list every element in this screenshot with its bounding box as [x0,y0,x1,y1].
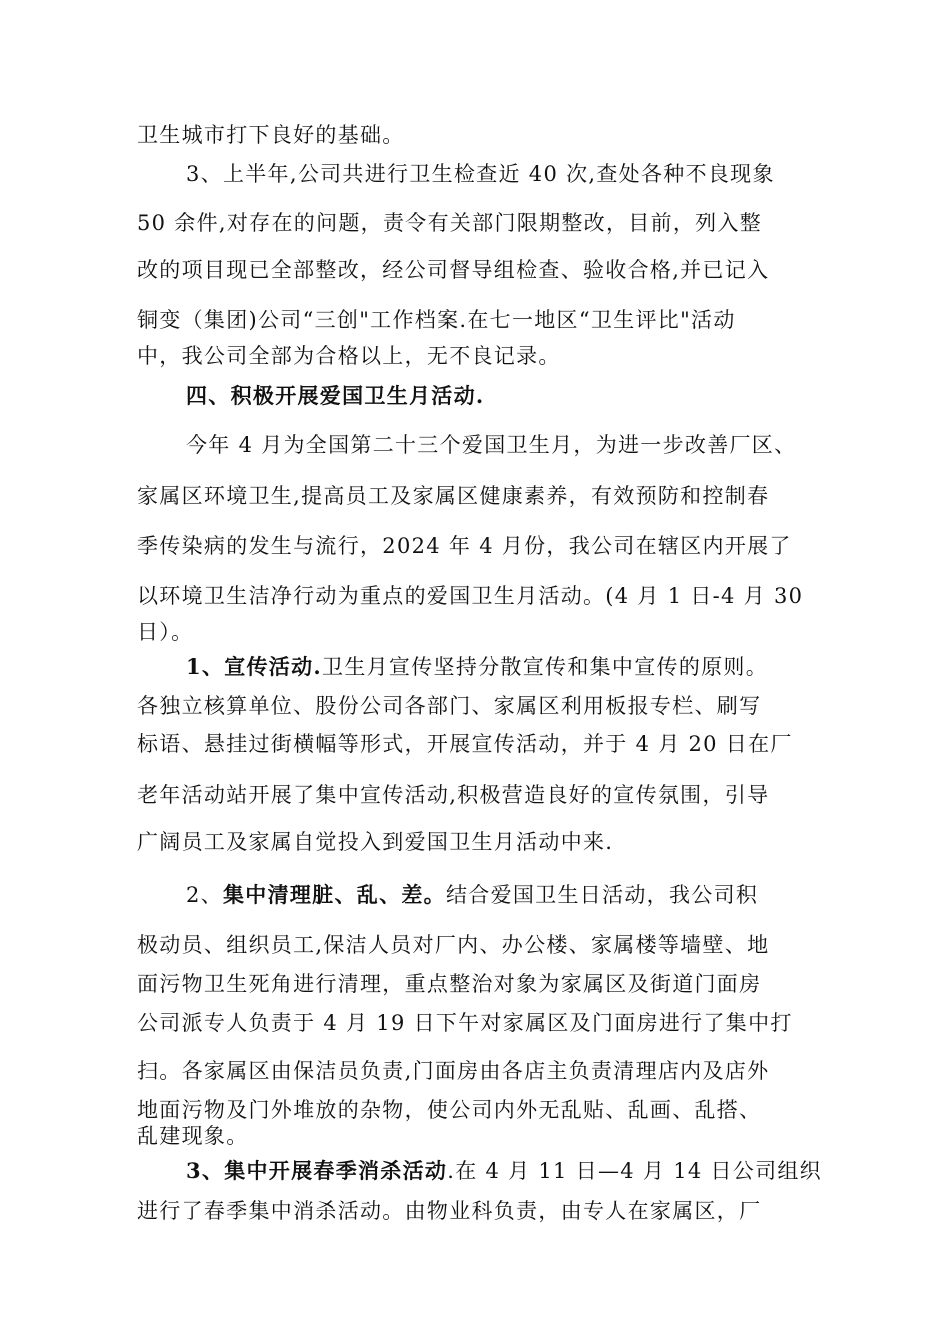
subheading-cleanup: 集中清理脏、乱、差。 [222,882,446,907]
subheading-publicity: 1、宣传活动. [186,654,323,679]
list-number: 2、 [186,883,223,907]
text-line: 家属区环境卫生,提高员工及家属区健康素养，有效预防和控制春 [137,484,770,508]
text-line: 铜变（集团)公司“三创"工作档案.在七一地区“卫生评比"活动 [137,308,736,332]
text-line: 公司派专人负责于 4 月 19 日下午对家属区及门面房进行了集中打 [137,1011,793,1035]
text-line: 以环境卫生洁净行动为重点的爱国卫生月活动。(4 月 1 日-4 月 30 [137,584,804,608]
text-line: 日）。 [137,620,194,644]
text-line: 扫。各家属区由保洁员负责,门面房由各店主负责清理店内及店外 [137,1059,770,1083]
text-line: 季传染病的发生与流行，2024 年 4 月份，我公司在辖区内开展了 [137,534,792,558]
text-line: 卫生城市打下良好的基础。 [137,123,405,147]
text-line: 改的项目现已全部整改，经公司督导组检查、验收合格,并已记入 [137,258,770,282]
text-line: 广阔员工及家属自觉投入到爱国卫生月活动中来. [137,830,614,854]
text-line [186,1157,822,1185]
text-line: 地面污物及门外堆放的杂物，使公司内外无乱贴、乱画、乱搭、 [137,1098,762,1122]
section-heading: 四、积极开展爱国卫生月活动. [186,383,485,408]
text-line: 中，我公司全部为合格以上，无不良记录。 [137,344,561,368]
text-line: 各独立核算单位、股份公司各部门、家属区利用板报专栏、刷写 [137,694,762,718]
text-line: 50 余件,对存在的问题，责令有关部门限期整改，目前，列入整 [137,211,763,235]
text-line: 标语、悬挂过街横幅等形式，开展宣传活动，并于 4 月 20 日在厂 [137,732,793,756]
text-run: .在 4 月 11 日—4 月 14 日公司组织 [447,1159,822,1183]
text-run: 结合爱国卫生日活动，我公司积 [445,883,759,907]
text-line: 进行了春季集中消杀活动。由物业科负责，由专人在家属区，厂 [137,1199,762,1223]
text-line: 3、上半年,公司共进行卫生检查近 40 次,查处各种不良现象 [186,162,775,186]
text-run: 卫生月宣传坚持分散宣传和集中宣传的原则。 [322,655,769,679]
text-line: 老年活动站开展了集中宣传活动,积极营造良好的宣传氛围，引导 [137,783,770,807]
text-line: 面污物卫生死角进行清理，重点整治对象为家属区及街道门面房 [137,972,762,996]
text-line [186,881,758,909]
text-line [186,653,768,681]
text-line: 乱建现象。 [137,1124,249,1148]
subheading-disinfection: 3、集中开展春季消杀活动 [186,1158,448,1183]
text-line: 极动员、组织员工,保洁人员对厂内、办公楼、家属楼等墙壁、地 [137,933,770,957]
text-line: 今年 4 月为全国第二十三个爱国卫生月，为进一步改善厂区、 [186,433,797,457]
